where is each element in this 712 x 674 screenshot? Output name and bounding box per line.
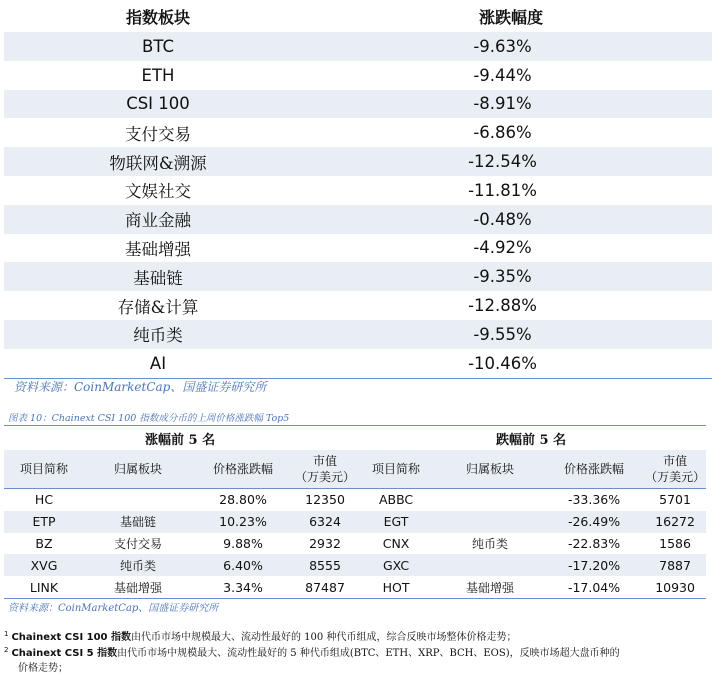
loser-change-cell: -17.20% [544,554,644,576]
footnote-2 [4,644,704,659]
gainer-mcap-cell: 12350 [305,492,345,508]
table-row [4,176,712,205]
column-header-row [4,450,706,489]
gainer-change-cell: 3.34% [192,576,294,598]
table-row [4,576,706,598]
gainer-name-cell: HC [34,492,54,508]
sector-cell: 物联网&溯源 [4,147,312,176]
table-row [4,349,712,378]
change-cell: -4.92% [473,238,532,258]
loser-name-cell: GXC [356,554,436,576]
change-cell: -8.91% [312,90,712,119]
gainer-mcap-cell: 8555 [294,554,356,576]
change-cell: -9.35% [312,262,712,291]
header-sector: 指数板块 [125,7,190,27]
gainer-mcap-cell: 6324 [294,511,356,533]
sector-cell: 商业金融 [4,205,312,234]
footnote-number: 2 [4,645,9,654]
sector-cell: 基础链 [4,262,312,291]
loser-sector-cell [436,511,544,533]
col-mcap-line1: 市值 [663,454,688,468]
gainer-name-cell: XVG [4,554,84,576]
col-mcap [294,450,356,489]
footnote-2-continuation: 价格走势； [18,663,68,674]
change-cell: -0.48% [312,205,712,234]
footnote-term: Chainext CSI 5 指数 [11,648,118,659]
gainers-group-title: 涨幅前 5 名 [144,432,216,448]
footnote-1 [4,628,704,643]
gainer-change-cell: 28.80% [219,492,267,508]
table-row [4,262,712,291]
group-header-row [4,426,706,451]
loser-sector-cell [436,489,544,511]
loser-change-cell: -33.36% [567,492,621,508]
gainer-name-cell: ETP [4,511,84,533]
footnote-text: 由代币市场中规模最大、流动性最好的 5 种代币组成(BTC、ETH、XRP、BCH、EOS)，反映市场超大盘币种的 [117,648,620,659]
gainer-name-cell: LINK [4,576,84,598]
losers-group-title: 跌幅前 5 名 [496,432,567,448]
change-cell: -12.54% [312,147,712,176]
table-row [4,32,712,61]
loser-sector-cell: 基础增强 [436,576,544,598]
loser-mcap-cell: 5701 [659,492,691,508]
sector-change-table [4,0,712,379]
gainer-mcap-cell: 2932 [309,535,341,551]
table-row [4,90,712,119]
gainer-change-cell: 10.23% [192,511,294,533]
gainer-change-cell: 6.40% [192,554,294,576]
change-cell: -10.46% [312,349,712,378]
sector-cell: ETH [141,65,175,85]
top5-table [4,425,706,599]
table-header-row [4,0,712,32]
gainer-sector-cell [84,489,192,511]
col-mcap-line1: 市值 [313,454,338,468]
loser-mcap-cell: 16272 [644,511,706,533]
source-note: 资料来源：CoinMarketCap、国盛证券研究所 [14,380,267,394]
table-row [4,489,706,511]
loser-change-cell: -17.04% [544,576,644,598]
col-mcap-line2: （万美元） [645,470,706,484]
table-row [4,234,712,263]
table-row [4,533,706,555]
sector-cell: 支付交易 [125,124,191,144]
sector-cell: 基础增强 [125,239,191,259]
gainer-sector-cell: 基础链 [84,511,192,533]
gainer-sector-cell: 基础增强 [84,576,192,598]
footnote-number: 1 [4,629,9,638]
sector-cell: BTC [4,32,312,61]
loser-sector-cell: 纯币类 [472,536,509,551]
source-note-2: 资料来源：CoinMarketCap、国盛证券研究所 [8,603,219,614]
col-sector: 归属板块 [84,450,192,489]
sector-cell: CSI 100 [4,90,312,119]
loser-name-cell: EGT [356,511,436,533]
table-row [4,118,712,147]
gainer-sector-cell: 纯币类 [84,554,192,576]
loser-mcap-cell: 7887 [644,554,706,576]
sector-cell: 文娱社交 [125,182,191,202]
gainer-mcap-cell: 87487 [294,576,356,598]
loser-name-cell: HOT [356,576,436,598]
table-row [4,511,706,533]
loser-mcap-cell: 1586 [659,535,691,551]
table-row [4,554,706,576]
figure-caption: 图表 10：Chainext CSI 100 指数成分币的上周价格涨跌幅 Top5 [8,413,290,424]
change-cell: -9.63% [312,32,712,61]
sector-cell: 存储&计算 [117,297,199,317]
loser-name-cell: ABBC [378,492,414,508]
col-name: 项目简称 [356,450,436,489]
sector-cell: 纯币类 [4,320,312,349]
col-change: 价格涨跌幅 [544,450,644,489]
sector-cell: AI [4,349,312,378]
header-change: 涨跌幅度 [478,7,543,27]
change-cell: -9.44% [473,65,532,85]
footnote-term: Chainext CSI 100 指数 [11,632,131,643]
table-row [4,291,712,320]
loser-change-cell: -22.83% [567,535,621,551]
col-mcap [644,450,706,489]
change-cell: -11.81% [468,180,537,200]
loser-name-cell: CNX [382,535,410,551]
table-row [4,147,712,176]
table-row [4,61,712,90]
table-row [4,205,712,234]
loser-sector-cell [436,554,544,576]
gainer-change-cell: 9.88% [223,535,263,551]
col-sector: 归属板块 [436,450,544,489]
gainer-sector-cell: 支付交易 [113,536,162,551]
gainer-name-cell: BZ [35,535,53,551]
change-cell: -6.86% [473,123,532,143]
col-change: 价格涨跌幅 [192,450,294,489]
loser-mcap-cell: 10930 [644,576,706,598]
col-name: 项目简称 [4,450,84,489]
footnote-text: 由代币市场中规模最大、流动性最好的 100 种代币组成，综合反映市场整体价格走势； [131,632,517,643]
change-cell: -9.55% [312,320,712,349]
change-cell: -12.88% [468,296,537,316]
loser-change-cell: -26.49% [544,511,644,533]
col-mcap-line2: （万美元） [295,470,356,484]
table-row [4,320,712,349]
